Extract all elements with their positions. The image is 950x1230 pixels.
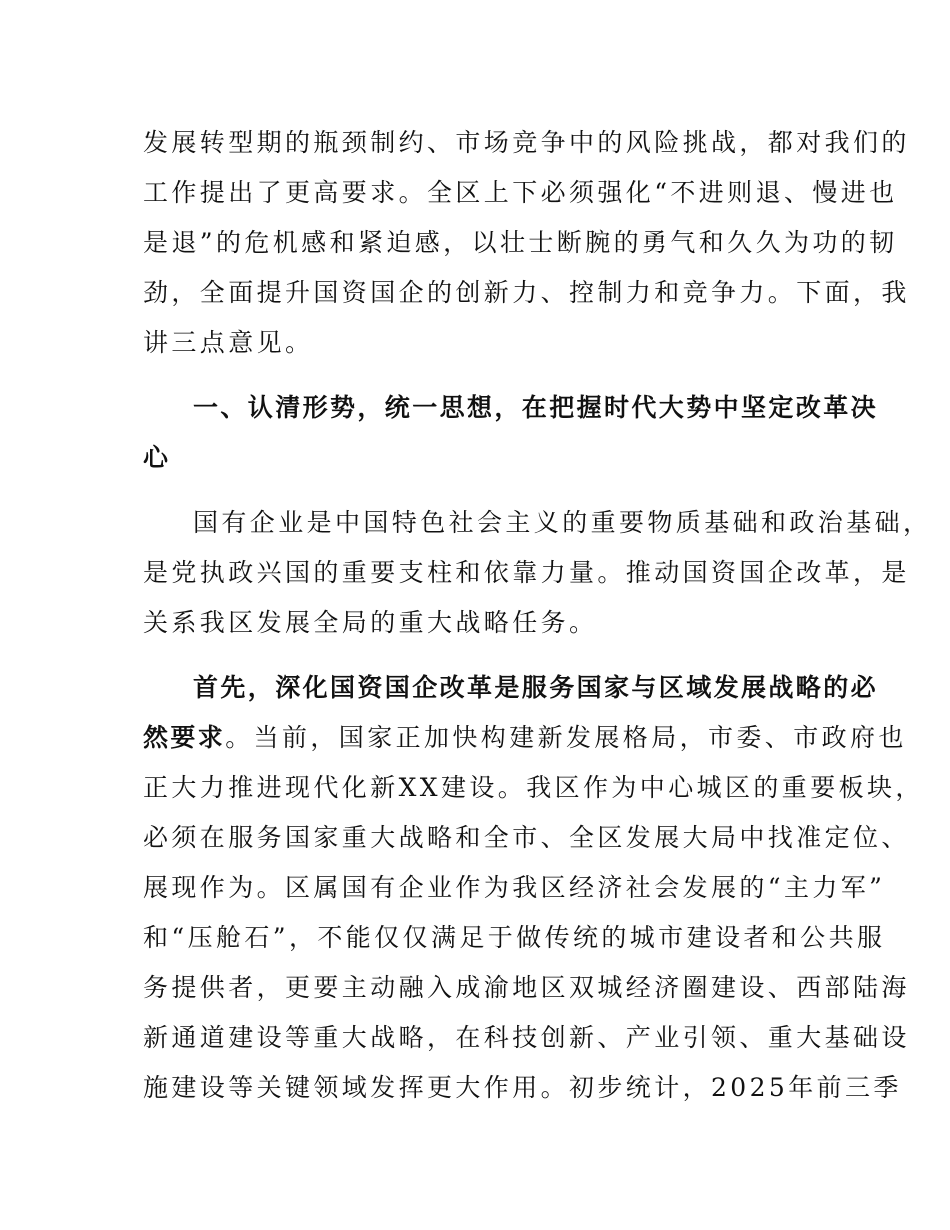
paragraph-2-line-2-rest: 。当前，国家正加快构建新发展格局，市委、市政府也 xyxy=(225,723,907,752)
intro-line-3: 是退”的危机感和紧迫感，以壮士断腕的勇气和久久为功的韧 xyxy=(143,228,898,257)
paragraph-2-line-7: 务提供者，更要主动融入成渝地区双城经济圈建设、西部陆海 xyxy=(143,973,910,1002)
paragraph-2-line-5: 展现作为。区属国有企业作为我区经济社会发展的“主力军” xyxy=(143,873,886,902)
intro-line-4: 劲，全面提升国资国企的创新力、控制力和竞争力。下面，我 xyxy=(143,278,910,307)
paragraph-1-line-2: 是党执政兴国的重要支柱和依靠力量。推动国资国企改革，是 xyxy=(143,558,910,587)
paragraph-2-line-2 xyxy=(143,718,907,758)
paragraph-2-line-3: 正大力推进现代化新XX建设。我区作为中心城区的重要板块， xyxy=(143,773,924,802)
paragraph-1-line-3: 关系我区发展全局的重大战略任务。 xyxy=(143,608,598,637)
paragraph-1-line-1: 国有企业是中国特色社会主义的重要物质基础和政治基础， xyxy=(193,508,932,537)
section-heading-line-1: 一、认清形势，统一思想，在把握时代大势中坚定改革决 xyxy=(193,393,879,422)
paragraph-2-line-6: 和“压舱石”，不能仅仅满足于做传统的城市建设者和公共服 xyxy=(143,923,886,952)
intro-line-2: 工作提出了更高要求。全区上下必须强化“不进则退、慢进也 xyxy=(143,178,898,207)
section-heading-line-2: 心 xyxy=(143,443,171,472)
paragraph-2-bold-lead-end: 然要求 xyxy=(143,723,226,752)
paragraph-2-line-9: 施建设等关键领域发挥更大作用。初步统计，2025年前三季 xyxy=(143,1073,902,1102)
intro-line-5: 讲三点意见。 xyxy=(143,328,314,357)
paragraph-2-line-8: 新通道建设等重大战略，在科技创新、产业引领、重大基础设 xyxy=(143,1023,910,1052)
intro-line-1: 发展转型期的瓶颈制约、市场竞争中的风险挑战，都对我们的 xyxy=(143,128,910,157)
paragraph-2-bold-lead-line-1: 首先，深化国资国企改革是服务国家与区域发展战略的必 xyxy=(193,673,879,702)
paragraph-2-line-4: 必须在服务国家重大战略和全市、全区发展大局中找准定位、 xyxy=(143,823,910,852)
